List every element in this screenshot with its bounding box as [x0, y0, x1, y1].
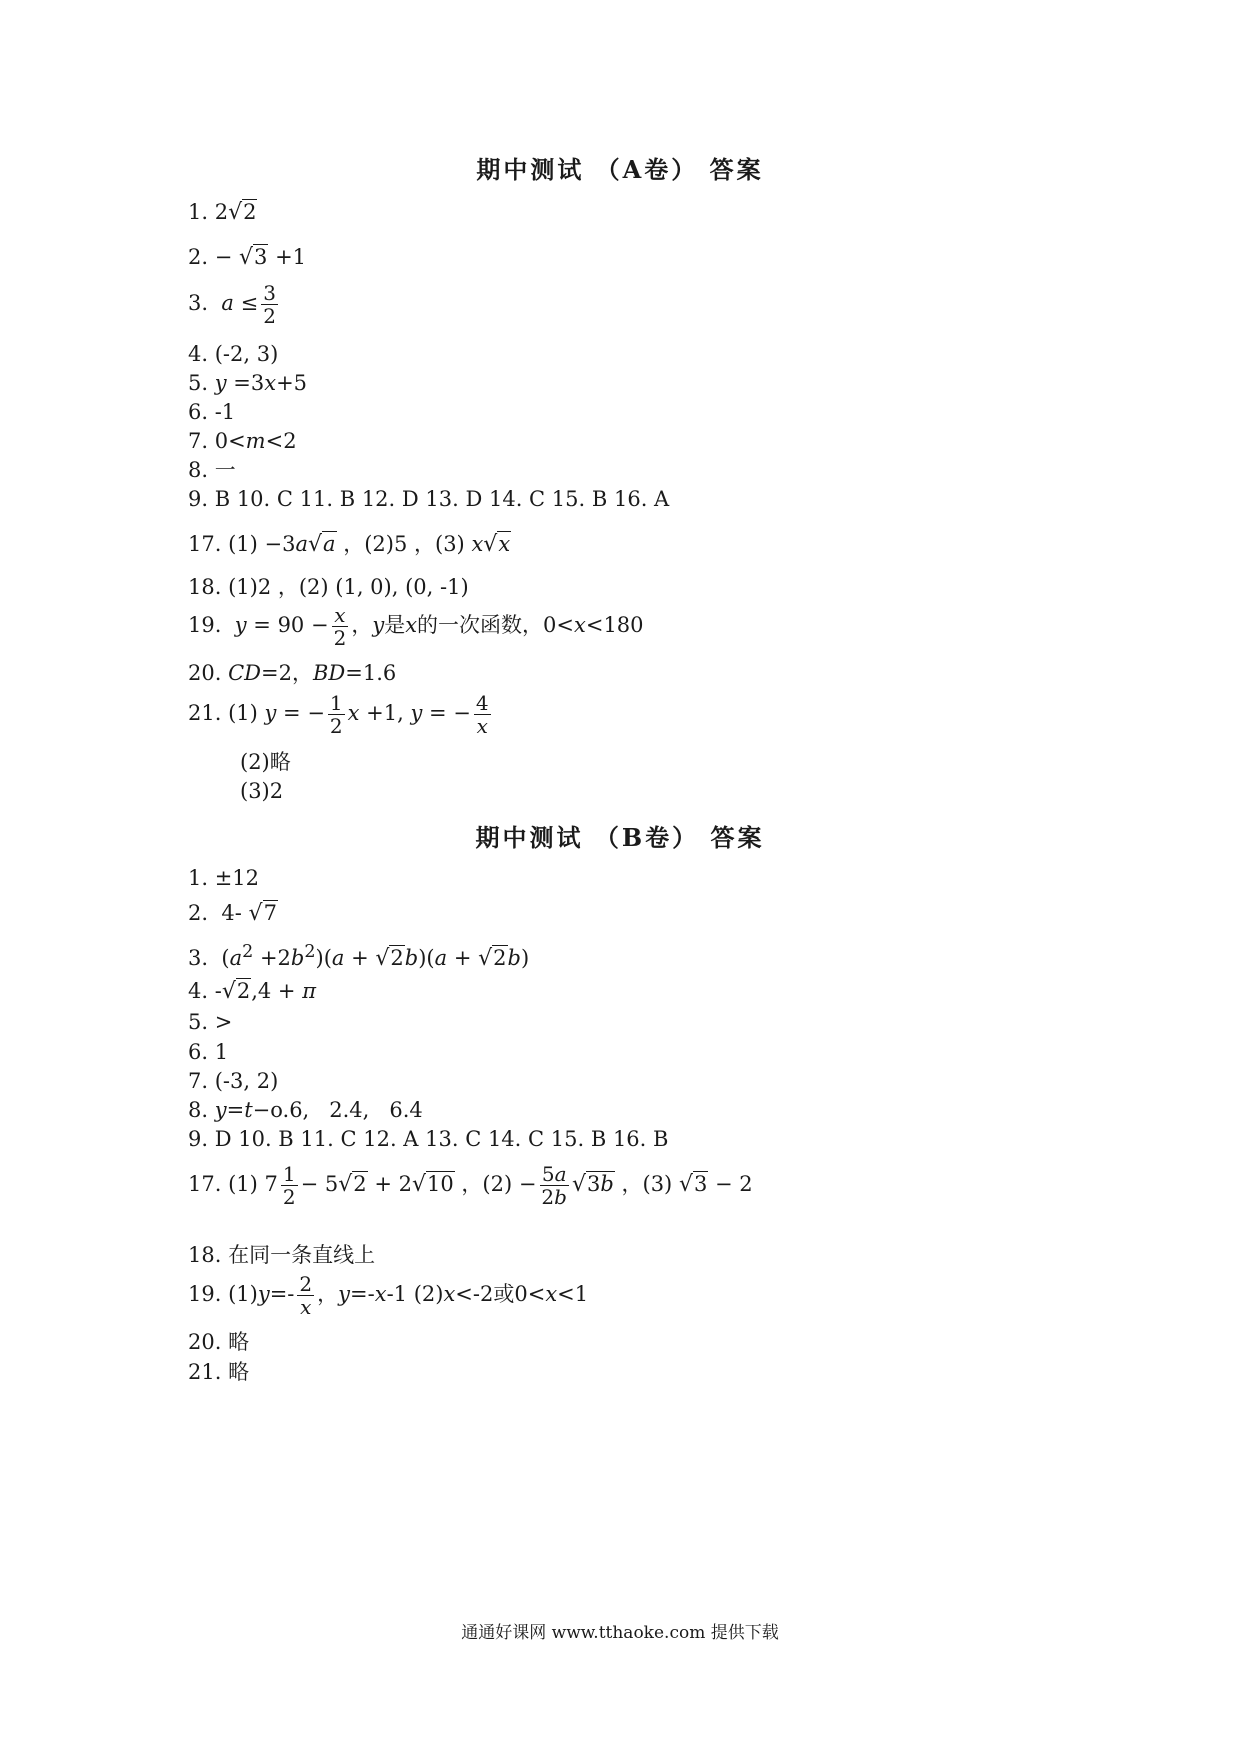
answer-b-17: 17. (1) 7 $\frac{1}{2}$ − 5√2 + 2√10 ，(2) − $\frac{5a}{2b}$ √3b ，(3) √3 − 2 [188, 1162, 753, 1209]
answer-b-9: 9. D 10. B 11. C 12. A 13. C 14. C 15. B 16. B [188, 1127, 669, 1151]
answer-b-8: 8. y=t−o.6, 2.4, 6.4 [188, 1098, 423, 1122]
section-b-title: 期中测试 （B卷） 答案 [475, 823, 765, 852]
answer-b-2: 2. 4- √7 [188, 901, 277, 926]
answer-a-6: 6. -1 [188, 400, 236, 424]
answer-b-20: 20. 略 [188, 1330, 250, 1354]
answer-b-1: 1. ±12 [188, 866, 260, 890]
answer-b-3: 3. $(a^2 +2b^2)(a + √2b)(a + √2b)$ [188, 942, 530, 971]
answer-a-3: 3. a ≤ $\frac{3}{2}$ [188, 281, 276, 328]
answer-b-18: 18. 在同一条直线上 [188, 1243, 376, 1267]
footer-credit: 通通好课网 www.tthaoke.com 提供下载 [461, 1623, 779, 1643]
answer-a-21-3: (3)2 [240, 779, 284, 803]
answer-b-6: 6. 1 [188, 1040, 229, 1064]
answer-b-19: 19. (1)y=- $\frac{2}{x}$ ，y=-x-1 (2)x<-2或0<x<1 [188, 1272, 589, 1319]
answer-b-4: 4. -√2,4 + π [188, 979, 317, 1004]
answer-a-9: 9. B 10. C 11. B 12. D 13. D 14. C 15. B 16. A [188, 487, 670, 511]
answer-a-20: 20. CD=2，BD=1.6 [188, 661, 397, 685]
answer-a-2: 2. − √3 +1 [188, 245, 307, 270]
answer-b-21: 21. 略 [188, 1360, 250, 1384]
answer-a-21-2: (2)略 [240, 750, 291, 774]
answer-a-19: 19. y = 90 − $\frac{x}{2}$ ，y是x的一次函数，0<x<180 [188, 603, 644, 650]
answer-a-17: 17. (1) −3a√a ，(2)5 ，(3) x√x [188, 532, 511, 557]
answer-b-7: 7. (-3, 2) [188, 1069, 279, 1093]
answer-a-18: 18. (1)2 ，(2) (1, 0), (0, -1) [188, 575, 469, 599]
answer-a-8: 8. 一 [188, 458, 236, 482]
answer-a-21: 21. (1) y = − $\frac{1}{2}$ x +1, y = − $\frac{4}{x}$ [188, 691, 489, 738]
answer-b-5: 5. > [188, 1010, 233, 1034]
answer-a-5: 5. y =3x+5 [188, 371, 308, 395]
answer-a-1: 1. 2√2 [188, 200, 257, 225]
answer-a-4: 4. (-2, 3) [188, 342, 279, 366]
answer-a-7: 7. 0<m<2 [188, 429, 297, 453]
section-a-title: 期中测试 （A卷） 答案 [476, 155, 764, 184]
